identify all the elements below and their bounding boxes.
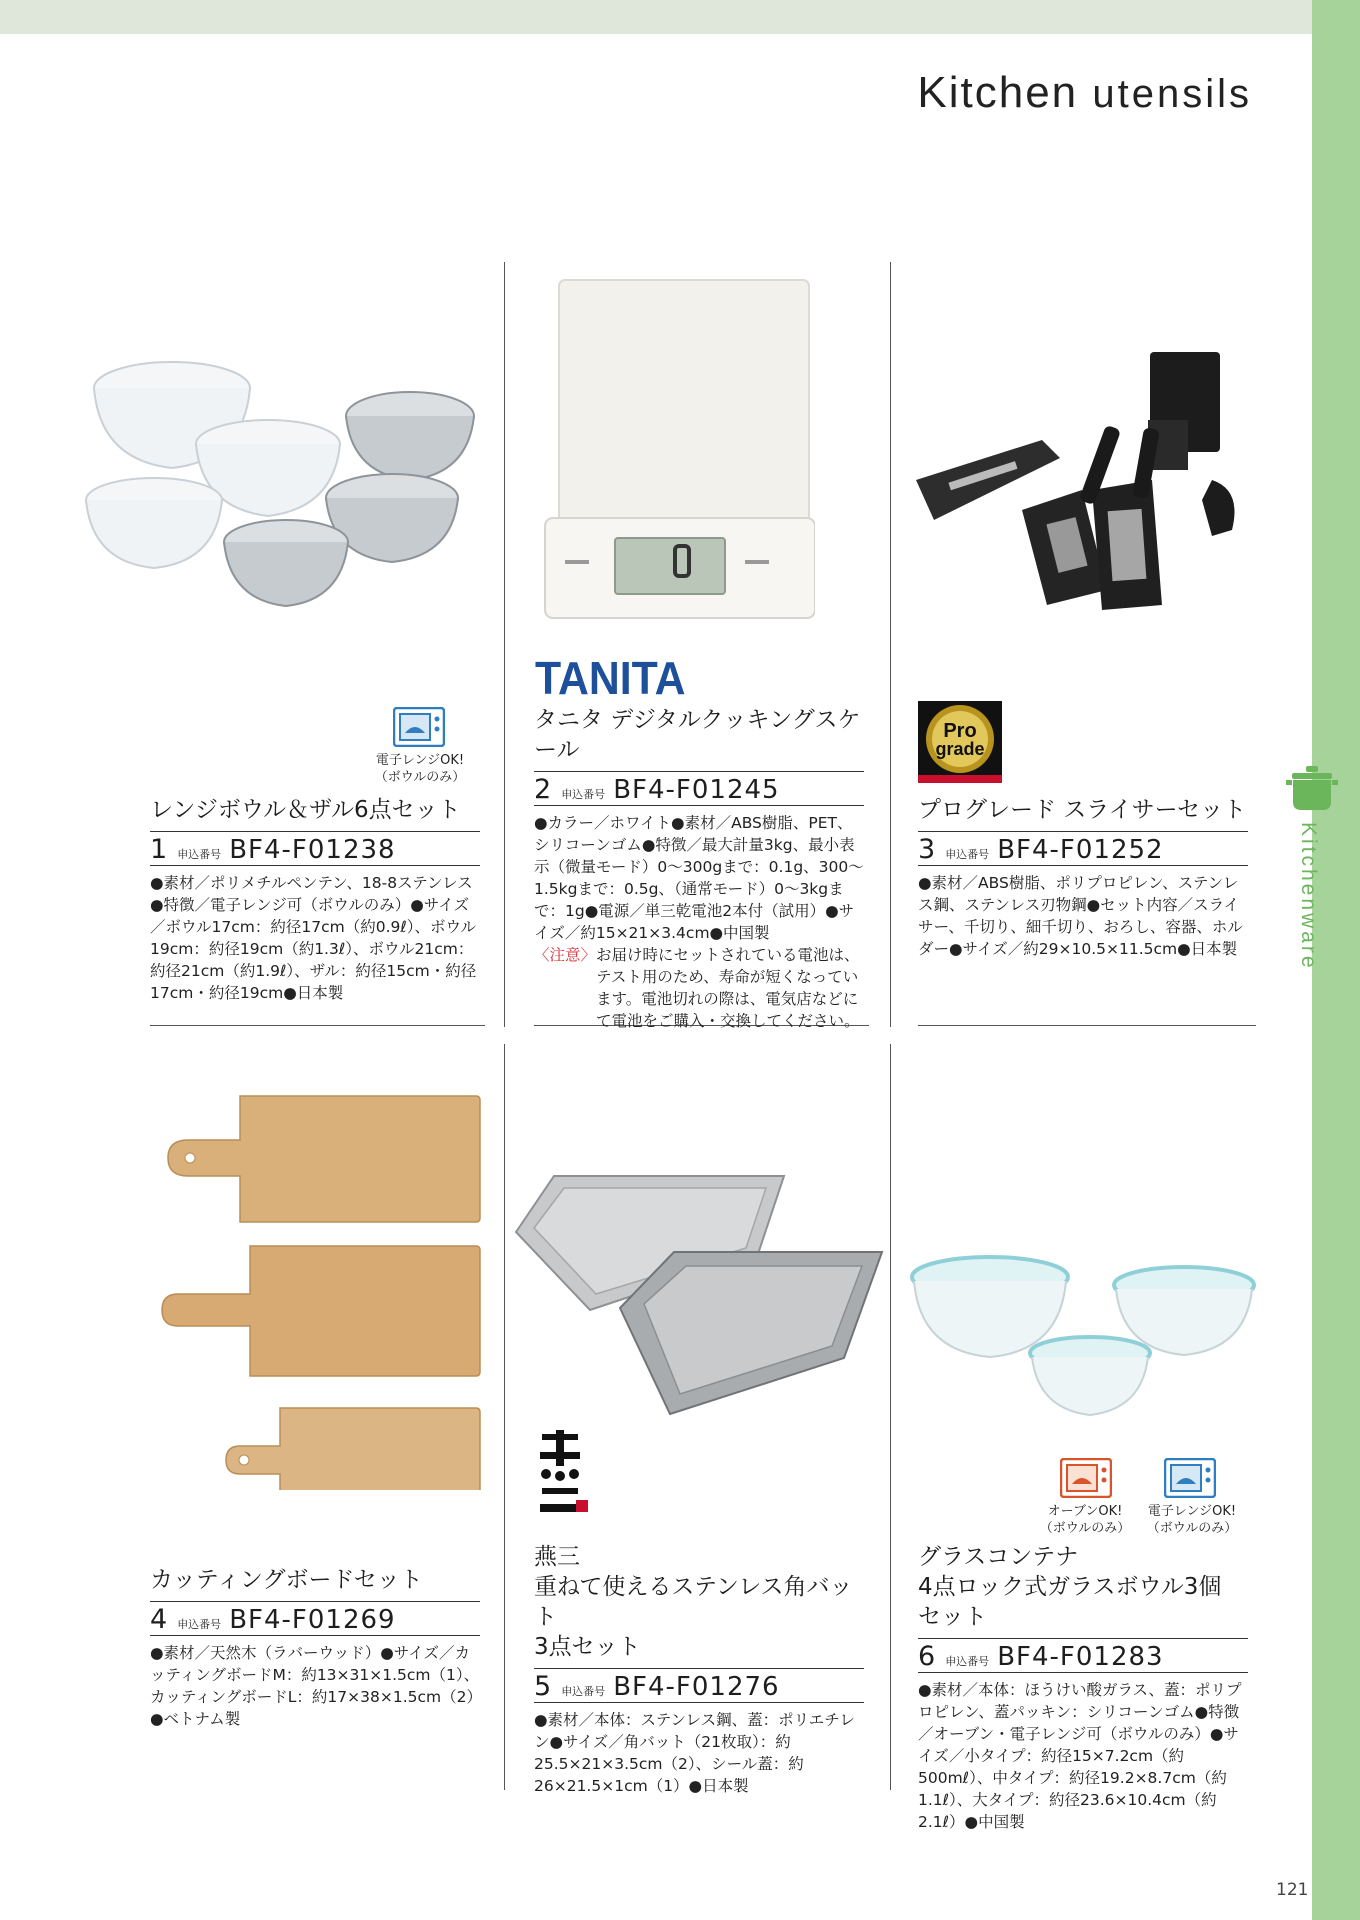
tsubame-logo [536, 1430, 592, 1526]
product-1 [150, 795, 480, 1004]
column-divider [890, 1044, 891, 1790]
glass-container-photo [910, 1245, 1270, 1445]
row-divider [150, 1025, 485, 1026]
separator [534, 1702, 864, 1703]
microwave-icon [393, 707, 445, 747]
caution-text: お届け時にセットされている電池は、テスト用のため、寿命が短くなっています。電池切れの際は、電気店などにて電池をご購入・交換してください。 [596, 946, 860, 1030]
product-number: 1 [150, 834, 168, 865]
code-label: 申込番号 [561, 1685, 606, 1698]
product-description: ●素材／ポリメチルペンテン、18-8ステンレス●特徴／電子レンジ可（ボウルのみ）●サイズ／ボウル17cm：約径17cm（約0.9ℓ）、ボウル19cm：約径19cm（約1.3ℓ）、ボウル21cm：約径21cm（約1.9ℓ）、ザル：約径15cm・約径17cm・約径19cm●日本製 [150, 874, 477, 1002]
separator [918, 1672, 1248, 1673]
oven-icon [1060, 1458, 1112, 1498]
digital-scale-photo [535, 270, 815, 630]
product-code: BF4-F01283 [997, 1642, 1164, 1672]
separator [918, 865, 1248, 866]
pot-icon [1284, 760, 1340, 816]
product-6 [918, 1542, 1248, 1833]
product-name-line-3: セット [918, 1604, 987, 1630]
product-number: 6 [918, 1641, 936, 1672]
product-number: 2 [534, 774, 552, 805]
product-description: ●素材／本体：ステンレス鋼、蓋：ポリエチレン●サイズ／角バット（21枚取）：約25.5×21×3.5cm（2）、シール蓋：約26×21.5×1cm（1）●日本製 [534, 1711, 855, 1795]
product-number: 4 [150, 1604, 168, 1635]
oven-badge [1030, 1503, 1140, 1537]
badge-label: 電子レンジOK! [375, 753, 465, 768]
code-label: 申込番号 [945, 1655, 990, 1668]
product-name-line-1: 燕三 [534, 1544, 580, 1570]
product-code: BF4-F01238 [229, 835, 396, 865]
code-label: 申込番号 [561, 788, 606, 801]
product-number: 5 [534, 1671, 552, 1702]
product-name: カッティングボードセット [150, 1567, 423, 1593]
product-name: レンジボウル＆ザル6点セット [150, 797, 461, 823]
bowl-colander-photo [80, 350, 500, 630]
pro-grade-logo [918, 701, 1002, 783]
separator [150, 865, 480, 866]
product-code: BF4-F01245 [613, 775, 780, 805]
microwave-icon [1164, 1458, 1216, 1498]
product-name-line-1: グラスコンテナ [918, 1544, 1079, 1570]
page-number: 121 [1276, 1880, 1309, 1900]
product-description: ●素材／ABS樹脂、ポリプロピレン、ステンレス鋼、ステンレス刃物鋼●セット内容／スライサー、千切り、細千切り、おろし、容器、ホルダー●サイズ／約29×10.5×11.5cm●日本製 [918, 874, 1243, 958]
microwave-badge [1132, 1503, 1252, 1537]
badge-label: オーブンOK! [1047, 1504, 1123, 1519]
product-name-line-2: 重ねて使えるステンレス角バット [534, 1574, 853, 1630]
product-code: BF4-F01276 [613, 1672, 780, 1702]
badge-label: 電子レンジOK! [1147, 1504, 1237, 1519]
code-row [150, 1601, 480, 1635]
code-label: 申込番号 [177, 1618, 222, 1631]
product-name: タニタ デジタルクッキングスケール [534, 707, 861, 763]
stainless-tray-photo [514, 1168, 884, 1418]
caution-label: 〈注意〉 [534, 946, 597, 964]
column-divider [890, 262, 891, 1027]
product-description: ●カラー／ホワイト●素材／ABS樹脂、PET、シリコーンゴム●特徴／最大計量3kg、最小表示（微量モード）0～300gまで：0.1g、300～1.5kgまで：0.5g、（通常モード）0～3kgまで：1g●電源／単三乾電池2本付（試用）●サイズ／約15×21×3.4cm●中国製 [534, 814, 864, 942]
title-main: Kitchen [917, 68, 1079, 117]
title-sub: utensils [1092, 72, 1252, 116]
column-divider [504, 262, 505, 1027]
code-row [918, 831, 1248, 865]
slicer-set-photo [912, 340, 1272, 620]
product-name-line-3: 3点セット [534, 1634, 641, 1660]
code-label: 申込番号 [177, 848, 222, 861]
product-code: BF4-F01269 [229, 1605, 396, 1635]
code-label: 申込番号 [945, 848, 990, 861]
code-row [150, 831, 480, 865]
separator [150, 1635, 480, 1636]
row-divider [918, 1025, 1256, 1026]
microwave-badge [360, 752, 480, 786]
product-5 [534, 1542, 864, 1797]
product-2 [534, 705, 864, 1032]
product-description: ●素材／本体：ほうけい酸ガラス、蓋：ポリプロピレン、蓋パッキン：シリコーンゴム●特徴／オーブン・電子レンジ可（ボウルのみ）●サイズ／小タイプ：約径15×7.2cm（約500mℓ）、中タイプ：約径19.2×8.7cm（約1.1ℓ）、大タイプ：約径23.6×10.4cm（約2.1ℓ）●中国製 [918, 1681, 1242, 1831]
badge-note: （ボウルのみ） [1039, 1521, 1131, 1536]
product-name-line-2: 4点ロック式ガラスボウル3個 [918, 1574, 1222, 1600]
code-row [534, 771, 864, 805]
separator [534, 805, 864, 806]
side-label: Kitchenware [1297, 822, 1320, 971]
product-description: ●素材／天然木（ラバーウッド）●サイズ／カッティングボードM：約13×31×1.5cm（1）、カッティングボードL：約17×38×1.5cm（2）●ベトナム製 [150, 1644, 480, 1728]
product-code: BF4-F01252 [997, 835, 1164, 865]
code-row [534, 1668, 864, 1702]
cutting-board-photo [160, 1090, 490, 1490]
svg-text:grade: grade [935, 739, 985, 759]
badge-note: （ボウルのみ） [374, 770, 466, 785]
caution-note [534, 944, 864, 1032]
top-band [0, 0, 1312, 34]
column-divider [504, 1044, 505, 1790]
product-number: 3 [918, 834, 936, 865]
svg-text:Pro: Pro [943, 720, 977, 742]
tanita-logo: TANITA [535, 652, 686, 704]
badge-note: （ボウルのみ） [1146, 1521, 1238, 1536]
product-4 [150, 1565, 480, 1730]
code-row [918, 1638, 1248, 1672]
product-3 [918, 795, 1248, 960]
product-name: プログレード スライサーセット [918, 797, 1247, 823]
page-title [917, 68, 1252, 118]
